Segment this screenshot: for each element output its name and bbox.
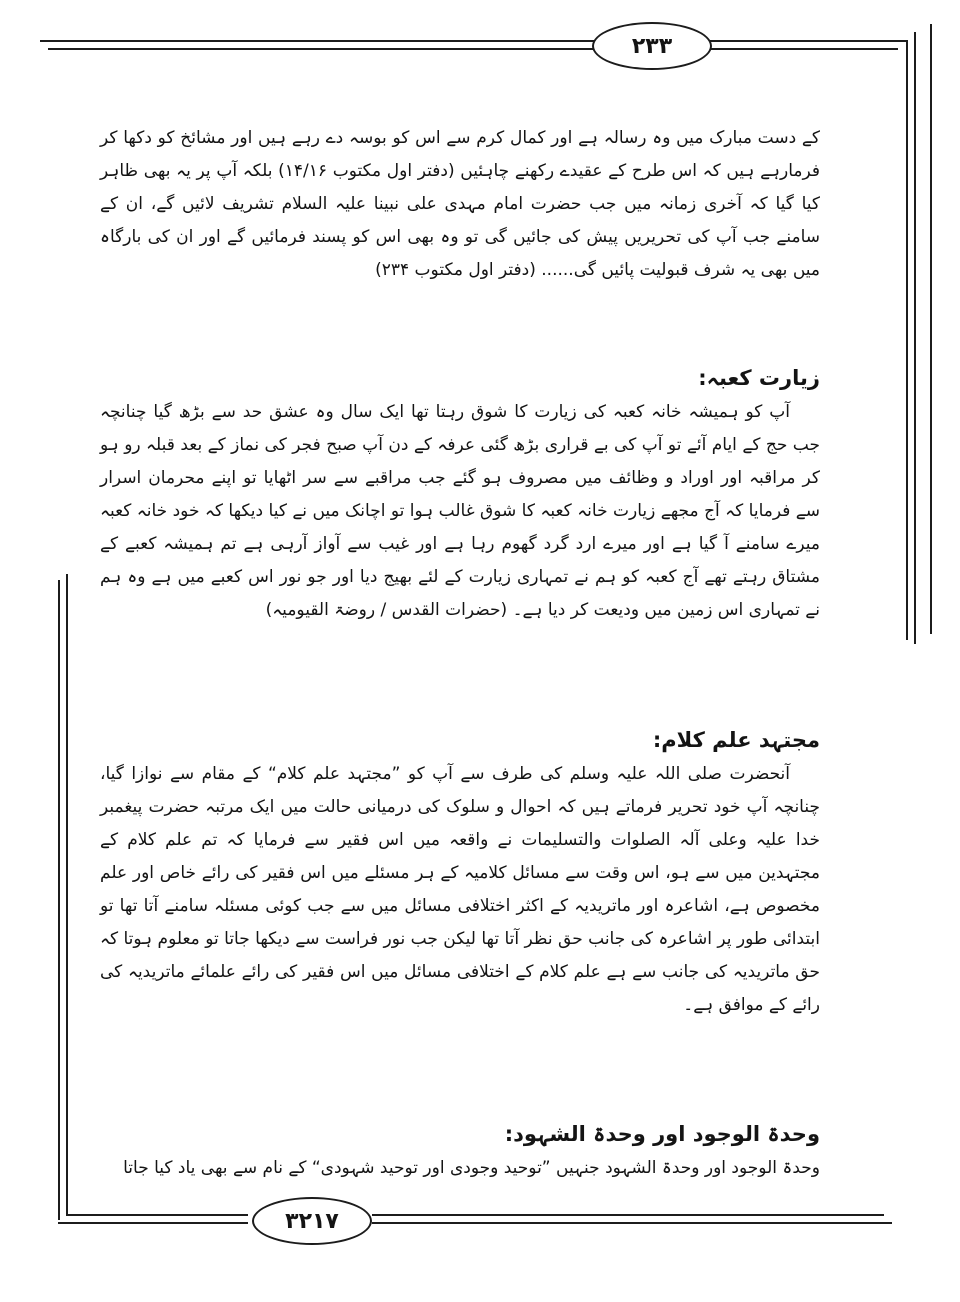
section-mujtahid-kalam [100, 722, 820, 1022]
intro-text: کے دست مبارک میں وہ رسالہ ہے اور کمال کرم سے اس کو بوسہ دے رہے ہیں اور مشائخ کو دکھا کر فرمارہے ہیں کہ اس طرح کے عقیدے رکھنے چاہئیں [100, 128, 821, 181]
frame-top-line-2 [48, 48, 610, 50]
intro-block [100, 122, 820, 287]
section-text-wahdat-wujud: وحدۃ الوجود اور وحدۃ الشہود جنہیں ”توحید وجودی اور توحید شہودی“ کے نام سے بھی یاد کیا جاتا [123, 1158, 820, 1178]
frame-bottom-right-line-2 [372, 1214, 884, 1216]
intro-text-2: بلکہ آپ پر یہ بھی ظاہر کیا گیا کہ آخری زمانہ میں جب حضرت امام مہدی علی نبینا علیہ السلام تشریف لائیں گے، ان کے سامنے جب آپ کی تحریریں پیش کی جائیں گی تو وہ بھی اس کو پسند فرمائیں گے اور ان کی بارگاہ میں بھی یہ شرف قبولیت پائیں گی...... [100, 161, 820, 280]
frame-bottom-line-2 [66, 1214, 248, 1216]
section-heading-mujtahid-kalam: مجتہد علم کلام: [652, 728, 820, 752]
section-paragraph-mujtahid-kalam [100, 758, 820, 1022]
section-text-mujtahid-kalam: آنحضرت صلی اللہ علیہ وسلم کی طرف سے آپ کو ”مجتہد علم کلام“ کے مقام سے نوازا گیا، چنانچہ آپ خود تحریر فرماتے ہیں کہ احوال و سلوک کی درمیانی حالت میں ایک مرتبہ حضرت پیغمبر خدا علیہ وعلی آلہ الصلوات والتسلیمات نے واقعہ میں اس فقیر سے فرمایا کہ تم علم کلام کے مجتہدین میں سے ہو، اس وقت سے مسائل کلامیہ کے ہر مسئلے میں اس فقیر کی رائے خاص اور علم مخصوص ہے، اشاعرہ اور ماتریدیہ کے اکثر اختلافی مسائل میں سے جب کوئی مسئلہ سامنے آتا تھا تو ابتدائی طور پر اشاعرہ کی جانب حق نظر آتا تھا لیکن جب نور فراست سے دیکھا جاتا تو معلوم ہوتا کہ حق ماتریدیہ کی جانب سے ہے علم کلام کے اختلافی مسائل میں اس فقیر کی رائے علمائے ماتریدیہ کی رائے کے موافق ہے۔ [100, 764, 820, 1015]
frame-bottom-line-1 [58, 1222, 248, 1224]
section-text-ziarat-kaaba: آپ کو ہمیشہ خانہ کعبہ کی زیارت کا شوق رہتا تھا ایک سال وہ عشق حد سے بڑھ گیا چنانچہ جب حج کے ایام آئے تو آپ کی بے قراری بڑھ گئی عرفہ کے دن آپ صبح فجر کی نماز کے بعد قبلہ رو ہو کر مراقبہ اور اوراد و وظائف میں مصروف ہو گئے جب مراقبے سے سر اٹھایا تو اپنے محرمان اسرار سے فرمایا کہ آج مجھے زیارت خانہ کعبہ کا شوق غالب ہوا تو اچانک میں نے کیا دیکھا کہ خود خانہ کعبہ میرے سامنے آ گیا ہے اور میرے ارد گرد گھوم رہا ہے اور غیب سے آواز آرہی ہے تم ہمیشہ کعبے کے مشتاق رہتے تھے آج کعبہ کو ہم نے تمہاری زیارت کے لئے بھیج دیا اور جو نور اس کعبے میں ہے وہ ہم نے تمہاری اس زمین میں ودیعت کر دیا ہے۔ [100, 402, 820, 620]
intro-citation-2: (دفتر اول مکتوب ۲۳۴) [375, 260, 536, 280]
section-paragraph-wahdat-wujud [100, 1152, 820, 1185]
frame-right-line-1 [906, 40, 908, 640]
frame-right-line-3 [930, 24, 932, 634]
frame-left-line-2 [66, 574, 68, 1214]
section-ziarat-kaaba [100, 360, 820, 627]
section-citation-ziarat-kaaba: (حضرات القدس / روضۃ القیومیہ) [265, 600, 508, 620]
frame-bottom-right-line-1 [372, 1222, 892, 1224]
section-heading-ziarat-kaaba: زیارت کعبہ: [698, 366, 820, 390]
section-paragraph-ziarat-kaaba [100, 396, 820, 627]
intro-citation-1: (دفتر اول مکتوب ۱۴/۱۶) [278, 161, 455, 181]
intro-paragraph [100, 122, 820, 287]
section-heading-wahdat-wujud: وحدۃ الوجود اور وحدۃ الشہود: [504, 1122, 820, 1146]
frame-right-line-2 [914, 32, 916, 644]
bottom-page-number: ۳۲۱۷ [252, 1197, 372, 1245]
frame-top-right-line-2 [690, 48, 898, 50]
frame-top-line-1 [40, 40, 610, 42]
frame-top-right-line-1 [690, 40, 906, 42]
section-wahdat-wujud [100, 1116, 820, 1185]
top-page-number: ۲۳۳ [592, 22, 712, 70]
frame-left-line-1 [58, 580, 60, 1220]
